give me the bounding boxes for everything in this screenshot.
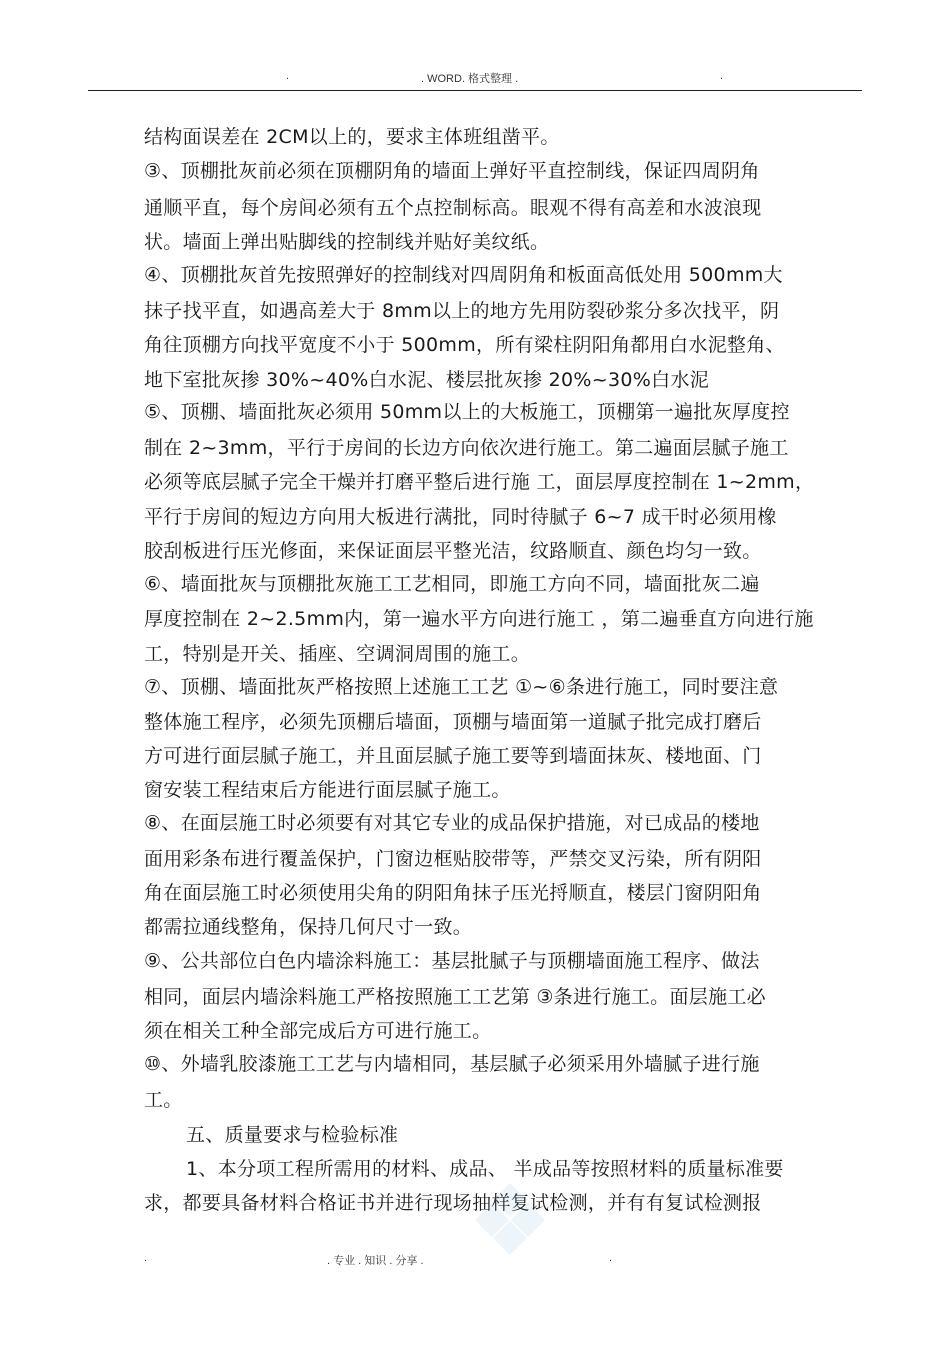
- text-line: 整体施工程序，必须先顶棚后墙面，顶棚与墙面第一道腻子批完成打磨后: [144, 711, 762, 733]
- text-line: ④、顶棚批灰首先按照弹好的控制线对四周阴角和板面高低处用 500mm大: [144, 264, 783, 286]
- text-line: 工，特别是开关、插座、空调洞周围的施工。: [144, 643, 531, 665]
- text-line: 必须等底层腻子完全干燥并打磨平整后进行施 工，面层厚度控制在 1~2mm，: [144, 471, 815, 493]
- footer-left-dot: .: [144, 1252, 148, 1264]
- text-line: 1、本分项工程所需用的材料、成品、 半成品等按照材料的质量标准要: [186, 1158, 784, 1180]
- header-title: . WORD. 格式整理 .: [421, 73, 519, 85]
- page-footer: [0, 1252, 950, 1268]
- text-line: 厚度控制在 2~2.5mm内，第一遍水平方向进行施工 ，第二遍垂直方向进行施: [144, 608, 814, 630]
- text-line: 制在 2~3mm，平行于房间的长边方向依次进行施工。第二遍面层腻子施工: [144, 437, 789, 459]
- page-header: [0, 70, 950, 86]
- text-line: 工。: [144, 1089, 183, 1111]
- text-line: 角往顶棚方向找平宽度不小于 500mm，所有梁柱阴阳角都用白水泥整角、: [144, 334, 785, 356]
- header-rule: [88, 90, 862, 91]
- text-line: ⑩、外墙乳胶漆施工工艺与内墙相同，基层腻子必须采用外墙腻子进行施: [144, 1053, 760, 1075]
- text-line: 通顺平直，每个房间必须有五个点控制标高。眼观不得有高差和水波浪现: [144, 197, 762, 219]
- text-line: 面用彩条布进行覆盖保护，门窗边框贴胶带等，严禁交叉污染，所有阴阳: [144, 848, 762, 870]
- text-line: 地下室批灰掺 30%~40%白水泥、楼层批灰掺 20%~30%白水泥: [144, 369, 710, 391]
- text-line: 角在面层施工时必须使用尖角的阴阳角抹子压光捋顺直，楼层门窗阴阳角: [144, 882, 762, 904]
- text-line: 状。墙面上弹出贴脚线的控制线并贴好美纹纸。: [144, 231, 550, 253]
- text-line: 方可进行面层腻子施工，并且面层腻子施工要等到墙面抹灰、楼地面、门: [144, 745, 762, 767]
- text-line: ⑦、顶棚、墙面批灰严格按照上述施工工艺 ①~⑥条进行施工，同时要注意: [144, 676, 779, 698]
- text-line: ⑨、公共部位白色内墙涂料施工：基层批腻子与顶棚墙面施工程序、做法: [144, 950, 760, 972]
- watermark-logo-icon: [470, 1180, 550, 1260]
- text-line: 窗安装工程结束后方能进行面层腻子施工。: [144, 779, 511, 801]
- text-line: 平行于房间的短边方向用大板进行满批，同时待腻子 6~7 成干时必须用橡: [144, 506, 777, 528]
- text-line: 相同，面层内墙涂料施工严格按照施工工艺第 ③条进行施工。面层施工必: [144, 986, 766, 1008]
- text-line: ⑥、墙面批灰与顶棚批灰施工工艺相同，即施工方向不同，墙面批灰二遍: [144, 573, 760, 595]
- text-line: 求，都要具备材料合格证书并进行现场抽样复试检测，并有有复试检测报: [144, 1192, 762, 1214]
- header-right-dot: .: [720, 70, 724, 82]
- text-line: ⑤、顶棚、墙面批灰必须用 50mm以上的大板施工，顶棚第一遍批灰厚度控: [144, 401, 790, 423]
- header-left-dot: .: [286, 70, 290, 82]
- text-line: ⑧、在面层施工时必须要有对其它专业的成品保护措施，对已成品的楼地: [144, 812, 760, 834]
- text-line: 须在相关工种全部完成后方可进行施工。: [144, 1020, 492, 1042]
- text-line: 都需拉通线整角，保持几何尺寸一致。: [144, 916, 473, 938]
- text-line: 结构面误差在 2CM以上的，要求主体班组凿平。: [144, 126, 560, 148]
- text-line: 抹子找平直，如遇高差大于 8mm以上的地方先用防裂砂浆分多次找平，阴: [144, 300, 780, 322]
- text-line: ③、顶棚批灰前必须在顶棚阴角的墙面上弹好平直控制线，保证四周阴角: [144, 160, 760, 182]
- footer-text: . 专业 . 知识 . 分享 .: [327, 1255, 424, 1267]
- section-heading: 五、质量要求与检验标准: [186, 1124, 399, 1146]
- footer-right-dot: .: [609, 1252, 613, 1264]
- text-line: 胶刮板进行压光修面，来保证面层平整光洁，纹路顺直、颜色均匀一致。: [144, 540, 762, 562]
